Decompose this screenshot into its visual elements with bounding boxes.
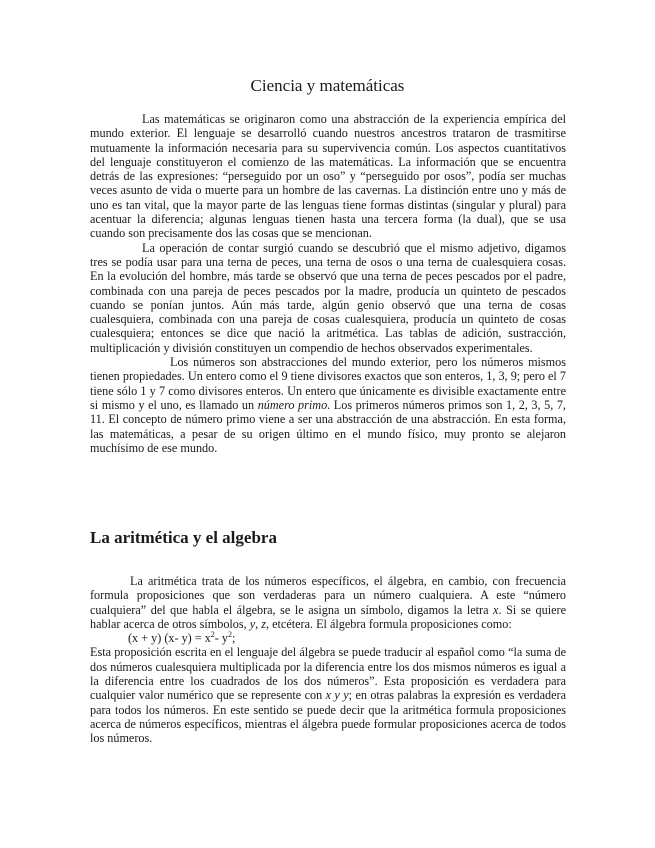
section-heading-aritmetica: La aritmética y el algebra [90,528,277,547]
formula-end: ; [232,631,236,646]
section-aritmetica-body [90,574,566,746]
paragraph-text: ; en otras palabras la expresión es verdadera para todos los números. En este sentido se puede decir que la aritmética formula proposiciones acerca de números específicos, mientras el álgebra puede formular proposiciones acerca de todos los números. [90,688,566,746]
formula-diferencia-cuadrados [90,631,566,645]
paragraph-algebra-traduccion [90,645,566,745]
paragraph-origen-matematicas: Las matemáticas se originaron como una abstracción de la experiencia empírica del mundo exterior. El lenguaje se desarrolló cuando nuestros ancestros trataron de trasmitirse mutuamente la información necesaria para su supervivencia común. Los aspectos cuantitativos del lenguaje constituyeron el comienzo de las matemáticas. La información que se encuentra detrás de las expresiones: “perseguido por un oso” y “perseguido por osos”, podía ser muchas veces asunto de vida o muerte para un hombre de las cavernas. La distinción entre uno y más de uno es tan vital, que la mayor parte de las lenguas tiene formas distintas (singular y plural) para acentuar la diferencia; algunas lenguas tienen hasta una tercera forma (la dual), que se usa cuando son precisamente dos las cosas que se mencionan. [90,112,566,241]
symbol-z: z [261,616,267,631]
formula-exponent: 2 [210,630,215,640]
section-ciencia-body [90,112,566,455]
paragraph-algebra-intro [90,574,566,631]
paragraph-numeros-primos [90,355,566,455]
paragraph-operacion-contar: La operación de contar surgió cuando se descubrió que el mismo adjetivo, digamos tres se podía usar para una terna de peces, una terna de osos o una terna de cualesquiera cosas. En la evolución del hombre, más tarde se observó que una terna de peces pescados por el padre, combinada con una pareja de peces pescados por la madre, producía un quinteto de pescados cuando se ponían juntos. Aún más tarde, algún genio observó que una terna de cosas cualesquiera, combinada con una pareja de cosas cualesquiera, producía un quinteto de cosas cualesquiera; entonces se dice que nació la aritmética. Las tablas de adición, sustracción, multiplicación y división constituyen un compendio de hechos observados experimentales. [90,240,566,355]
paragraph-text: Esta proposición escrita en el lenguaje del álgebra se puede traducir al español como “la suma de dos números cualesquiera multiplicada por la diferencia entre los dos mismos números es igual a la diferencia entre los cuadrados de los dos números”. Esta proposición es verdadera para cualquier valor numérico que se represente con [90,645,566,703]
formula-mid: - y [214,631,228,646]
emphasis-numero-primo: número primo [257,397,328,412]
symbol-y: y [249,616,256,631]
symbol-x: x [493,602,499,617]
page-title: Ciencia y matemáticas [250,76,405,95]
symbol-x-y: x y y [325,688,349,703]
paragraph-text: , etcétera. El álgebra formula proposiciones como: [266,616,512,631]
paragraph-text: , [255,616,262,631]
paragraph-text: Los números son abstracciones del mundo exterior, pero los números mismos tienen propiedades. Un entero como el 9 tiene divisores exactos que son enteros, 1, 3, 9; pero el 7 tiene sólo 1 y 7 como divisores enteros. Un entero que únicamente es divisible exactamente entre si mismo y el uno, es llamado un [90,355,566,412]
formula-main: (x + y) (x- y) = x [128,631,211,646]
paragraph-text: . Si se quiere hablar acerca de otros símbolos, [90,602,566,631]
paragraph-text: . Los primeros números primos son 1, 2, 3, 5, 7, 11. El concepto de número primo viene a ser una abstracción de una abstracción. En esta forma, las matemáticas, a pesar de su origen último en el mundo físico, muy pronto se alejaron muchísimo de ese mundo. [90,397,566,455]
formula-exponent: 2 [228,630,232,640]
paragraph-text: La aritmética trata de los números específicos, el álgebra, en cambio, con frecuencia formula proposiciones que son verdaderas para un número cualquiera. A este “número cualquiera” del que habla el álgebra, se le asigna un símbolo, digamos la letra [90,574,566,617]
